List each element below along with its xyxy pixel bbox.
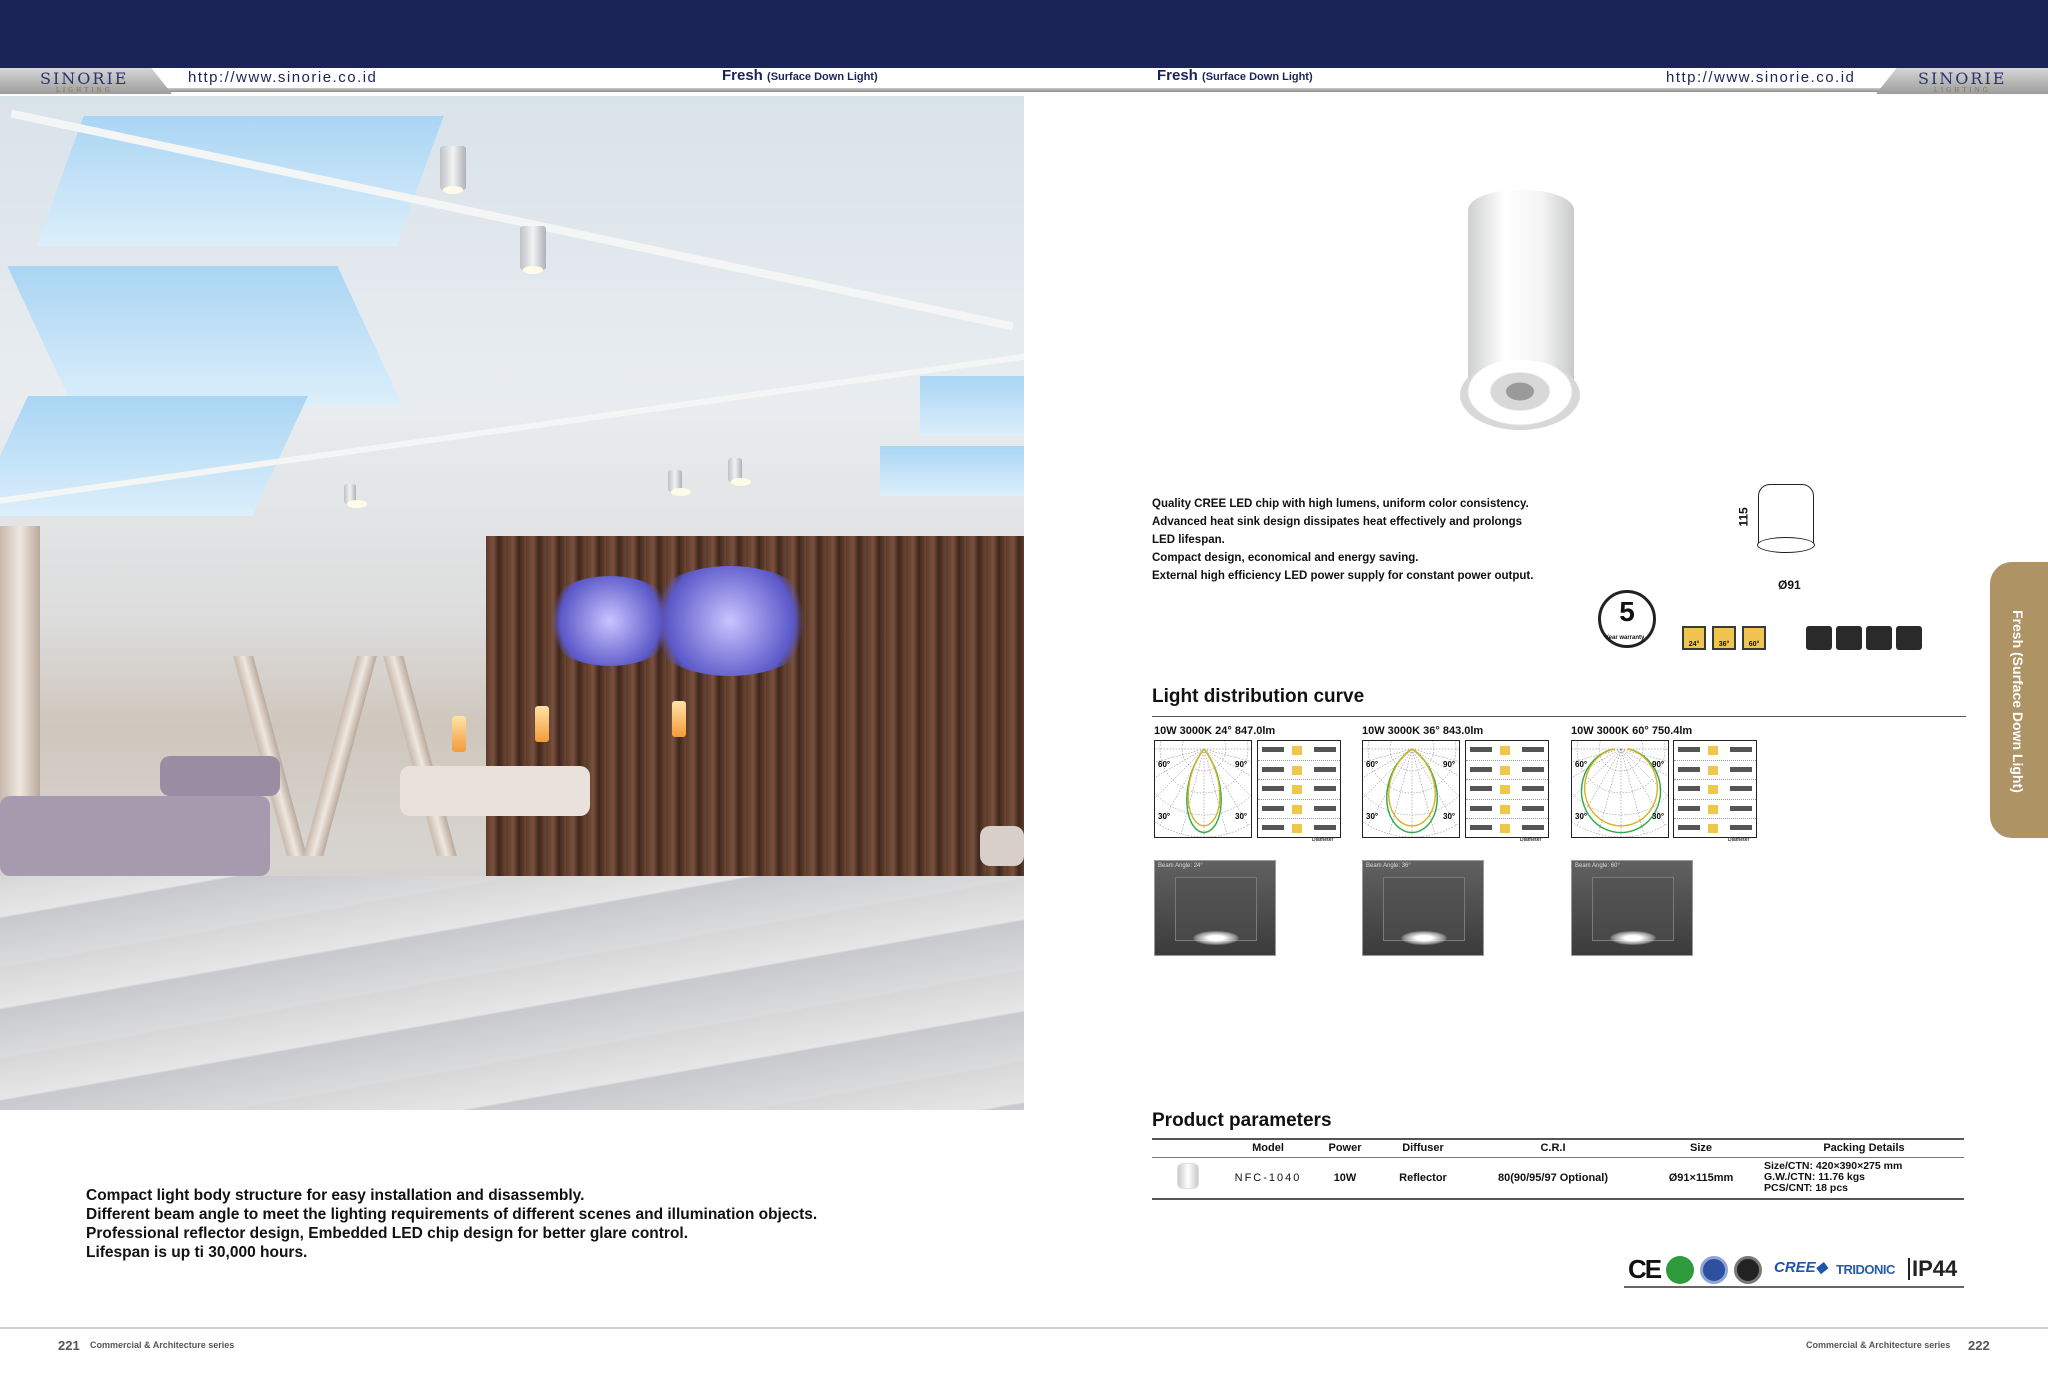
product-thumbnail xyxy=(1152,1157,1224,1199)
illuminance-row xyxy=(1674,780,1756,800)
polar-angle-label: 30° xyxy=(1443,812,1456,821)
floor xyxy=(0,876,1024,1110)
feature-badge-icon xyxy=(1836,626,1862,650)
column-header: Model xyxy=(1224,1139,1312,1157)
polar-grid-line xyxy=(1598,749,1621,834)
brand-name: SINORIE xyxy=(40,69,129,88)
tridonic-logo: TRIDONIC xyxy=(1836,1262,1895,1277)
description-line: Professional reflector design, Embedded LED chip design for better glare control. xyxy=(86,1225,689,1242)
distribution-lobe xyxy=(1389,749,1436,826)
polar-curve-svg xyxy=(1363,741,1460,838)
curve-label: 10W 3000K 36° 843.0lm xyxy=(1362,725,1484,737)
series-title-left xyxy=(722,67,878,84)
dimension-diameter: Ø91 xyxy=(1778,578,1801,592)
polar-curve-chart xyxy=(1362,740,1460,838)
illuminance-row xyxy=(1258,741,1340,761)
size-cell: Ø91×115mm xyxy=(1638,1157,1764,1199)
series-name: Fresh xyxy=(722,67,763,84)
description-line: Compact light body structure for easy installation and disassembly. xyxy=(86,1187,585,1204)
side-tab[interactable] xyxy=(1990,562,2048,838)
downlight xyxy=(668,470,682,492)
dimension-drawing xyxy=(1720,478,1820,598)
certification-seal-icon xyxy=(1734,1256,1762,1284)
diameter-label: Diameter xyxy=(1728,837,1750,843)
illuminance-row xyxy=(1258,761,1340,781)
sofa xyxy=(160,756,280,796)
illuminance-row xyxy=(1466,780,1548,800)
chairs xyxy=(400,766,590,816)
curve-label: 10W 3000K 24° 847.0lm xyxy=(1154,725,1276,737)
table-lamp xyxy=(535,706,549,742)
brand-sub: LIGHTING xyxy=(55,87,113,94)
polar-angle-label: 30° xyxy=(1366,812,1379,821)
downlight xyxy=(344,484,356,504)
rohs-icon xyxy=(1666,1256,1694,1284)
product-thumb-image xyxy=(1177,1163,1199,1189)
distribution-lobe xyxy=(1188,749,1220,826)
series-sub: (Surface Down Light) xyxy=(767,71,878,83)
illuminance-row xyxy=(1674,800,1756,820)
brand-logo-left xyxy=(40,71,128,94)
dimension-height: 115 xyxy=(1736,507,1751,527)
column-header: Packing Details xyxy=(1764,1139,1964,1157)
polar-grid-arc xyxy=(1155,741,1252,837)
packing-line: G.W./CTN: 11.76 kgs xyxy=(1764,1171,1865,1184)
table-row xyxy=(1152,1157,1964,1199)
polar-angle-label: 90° xyxy=(1235,760,1248,769)
polar-curve-chart xyxy=(1154,740,1252,838)
downlight xyxy=(520,226,546,270)
polar-angle-label: 30° xyxy=(1652,812,1665,821)
product-image xyxy=(1460,190,1580,440)
downlight xyxy=(440,146,466,190)
packing-line: PCS/CNT: 18 pcs xyxy=(1764,1182,1849,1195)
brand-logo-right xyxy=(1918,71,2006,94)
table-lamp xyxy=(672,701,686,737)
column-header: Power xyxy=(1312,1139,1378,1157)
side-tab-label: Fresh (Surface Down Light) xyxy=(2010,610,2026,793)
footer-series-left: Commercial & Architecture series xyxy=(90,1340,235,1350)
column xyxy=(383,656,457,856)
polar-curve-svg xyxy=(1572,741,1669,838)
diameter-label: Diameter xyxy=(1520,837,1542,843)
polar-grid-line xyxy=(1181,749,1204,834)
skylight xyxy=(920,376,1024,436)
feature-badge-icon xyxy=(1806,626,1832,650)
table-lamp xyxy=(452,716,466,752)
brand-sub: LIGHTING xyxy=(1933,87,1991,94)
downlight xyxy=(728,458,742,482)
table-header-row xyxy=(1152,1139,1964,1157)
polar-curve-chart xyxy=(1571,740,1669,838)
section-rule xyxy=(1152,716,1966,717)
beam-angle-icon: 60° xyxy=(1742,626,1766,650)
cri-cell: 80(90/95/97 Optional) xyxy=(1468,1157,1638,1199)
packing-cell xyxy=(1764,1157,1964,1199)
series-name: Fresh xyxy=(1157,67,1198,84)
series-sub: (Surface Down Light) xyxy=(1202,71,1313,83)
ce-mark-icon: CE xyxy=(1628,1254,1661,1284)
series-title-right xyxy=(1157,67,1313,84)
ip-rating: IP44 xyxy=(1912,1256,1958,1281)
polar-angle-label: 60° xyxy=(1366,760,1379,769)
description-line: Different beam angle to meet the lighting requirements of different scenes and illumination objects. xyxy=(86,1206,818,1223)
polar-angle-label: 90° xyxy=(1443,760,1456,769)
polar-curve-svg xyxy=(1155,741,1252,838)
illuminance-row xyxy=(1674,819,1756,839)
url-right[interactable]: http://www.sinorie.co.id xyxy=(1666,69,1856,86)
polar-angle-label: 60° xyxy=(1158,760,1171,769)
polar-grid-arc xyxy=(1572,741,1669,837)
illuminance-row xyxy=(1674,741,1756,761)
warranty-label: Year warranty xyxy=(1605,635,1645,641)
polar-grid-line xyxy=(1155,749,1204,811)
skylight xyxy=(880,446,1024,496)
left-description xyxy=(86,1186,817,1262)
sofa xyxy=(980,826,1024,866)
polar-angle-label: 30° xyxy=(1235,812,1248,821)
skylight xyxy=(0,396,308,516)
beam-angle-icon: 36° xyxy=(1712,626,1736,650)
page-number-left: 221 xyxy=(58,1338,80,1353)
distribution-lobe xyxy=(1585,749,1658,826)
beam-render xyxy=(1571,860,1693,956)
feature-badge-icon xyxy=(1866,626,1892,650)
product-parameters-table xyxy=(1152,1138,1964,1200)
power-cell: 10W xyxy=(1312,1157,1378,1199)
chandelier xyxy=(640,566,820,676)
illuminance-table xyxy=(1465,740,1549,838)
illuminance-row xyxy=(1466,819,1548,839)
warranty-badge xyxy=(1598,590,1656,648)
column-header: C.R.I xyxy=(1468,1139,1638,1157)
polar-angle-label: 30° xyxy=(1575,812,1588,821)
beam-render xyxy=(1362,860,1484,956)
diameter-label: Diameter xyxy=(1312,837,1334,843)
feature-line: External high efficiency LED power supply for constant power output. xyxy=(1152,570,1534,582)
beam-render-label: Beam Angle: 24° xyxy=(1158,863,1203,869)
polar-grid-line xyxy=(1412,749,1460,811)
polar-grid-arc xyxy=(1155,741,1252,815)
description-line: Lifespan is up ti 30,000 hours. xyxy=(86,1244,308,1261)
illuminance-row xyxy=(1466,800,1548,820)
beam-render xyxy=(1154,860,1276,956)
feature-line: Compact design, economical and energy saving. xyxy=(1152,552,1419,564)
certification-row xyxy=(1624,1248,1964,1288)
brand-name: SINORIE xyxy=(1918,69,2007,88)
footer-series-right: Commercial & Architecture series xyxy=(1806,1340,1951,1350)
feature-line: Quality CREE LED chip with high lumens, uniform color consistency. xyxy=(1152,498,1529,510)
feature-line: LED lifespan. xyxy=(1152,534,1225,546)
beam-render-label: Beam Angle: 36° xyxy=(1366,863,1411,869)
polar-grid-line xyxy=(1204,749,1252,811)
illuminance-row xyxy=(1258,780,1340,800)
feature-line: Advanced heat sink design dissipates heat effectively and prolongs xyxy=(1152,516,1523,528)
illuminance-row xyxy=(1258,800,1340,820)
light-distribution-title: Light distribution curve xyxy=(1152,686,1365,707)
packing-line: Size/CTN: 420×390×275 mm xyxy=(1764,1160,1903,1173)
model-cell: NFC-1040 xyxy=(1224,1157,1312,1199)
header-band xyxy=(0,0,2048,68)
illuminance-row xyxy=(1674,761,1756,781)
polar-angle-label: 30° xyxy=(1158,812,1171,821)
page-number-right: 222 xyxy=(1968,1338,1990,1353)
curve-label: 10W 3000K 60° 750.4lm xyxy=(1571,725,1693,737)
feature-list xyxy=(1152,495,1533,585)
polar-angle-label: 90° xyxy=(1652,760,1665,769)
polar-grid-arc xyxy=(1363,741,1460,815)
product-parameters-title: Product parameters xyxy=(1152,1110,1332,1131)
certification-seal-icon xyxy=(1700,1256,1728,1284)
beam-angle-icon: 24° xyxy=(1682,626,1706,650)
illuminance-row xyxy=(1258,819,1340,839)
footer-rule xyxy=(0,1327,2048,1329)
diffuser-cell: Reflector xyxy=(1378,1157,1468,1199)
product-rim xyxy=(1460,360,1580,430)
illuminance-table xyxy=(1257,740,1341,838)
beam-render-label: Beam Angle: 60° xyxy=(1575,863,1620,869)
illuminance-row xyxy=(1466,761,1548,781)
column-header: Size xyxy=(1638,1139,1764,1157)
warranty-years: 5 xyxy=(1619,596,1635,627)
url-left[interactable]: http://www.sinorie.co.id xyxy=(188,69,378,86)
header-rule xyxy=(0,88,2048,92)
feature-badge-icon xyxy=(1896,626,1922,650)
interior-lobby-photo xyxy=(0,96,1024,1110)
dimension-can-outline xyxy=(1758,484,1814,546)
column-header: Diffuser xyxy=(1378,1139,1468,1157)
cree-logo: CREE◆ xyxy=(1774,1259,1828,1276)
sofa xyxy=(0,796,270,876)
illuminance-table xyxy=(1673,740,1757,838)
polar-angle-label: 60° xyxy=(1575,760,1588,769)
illuminance-row xyxy=(1466,741,1548,761)
column-header-image xyxy=(1152,1139,1224,1157)
skylight xyxy=(7,266,402,406)
polar-grid-arc xyxy=(1363,741,1460,837)
column xyxy=(303,656,377,856)
